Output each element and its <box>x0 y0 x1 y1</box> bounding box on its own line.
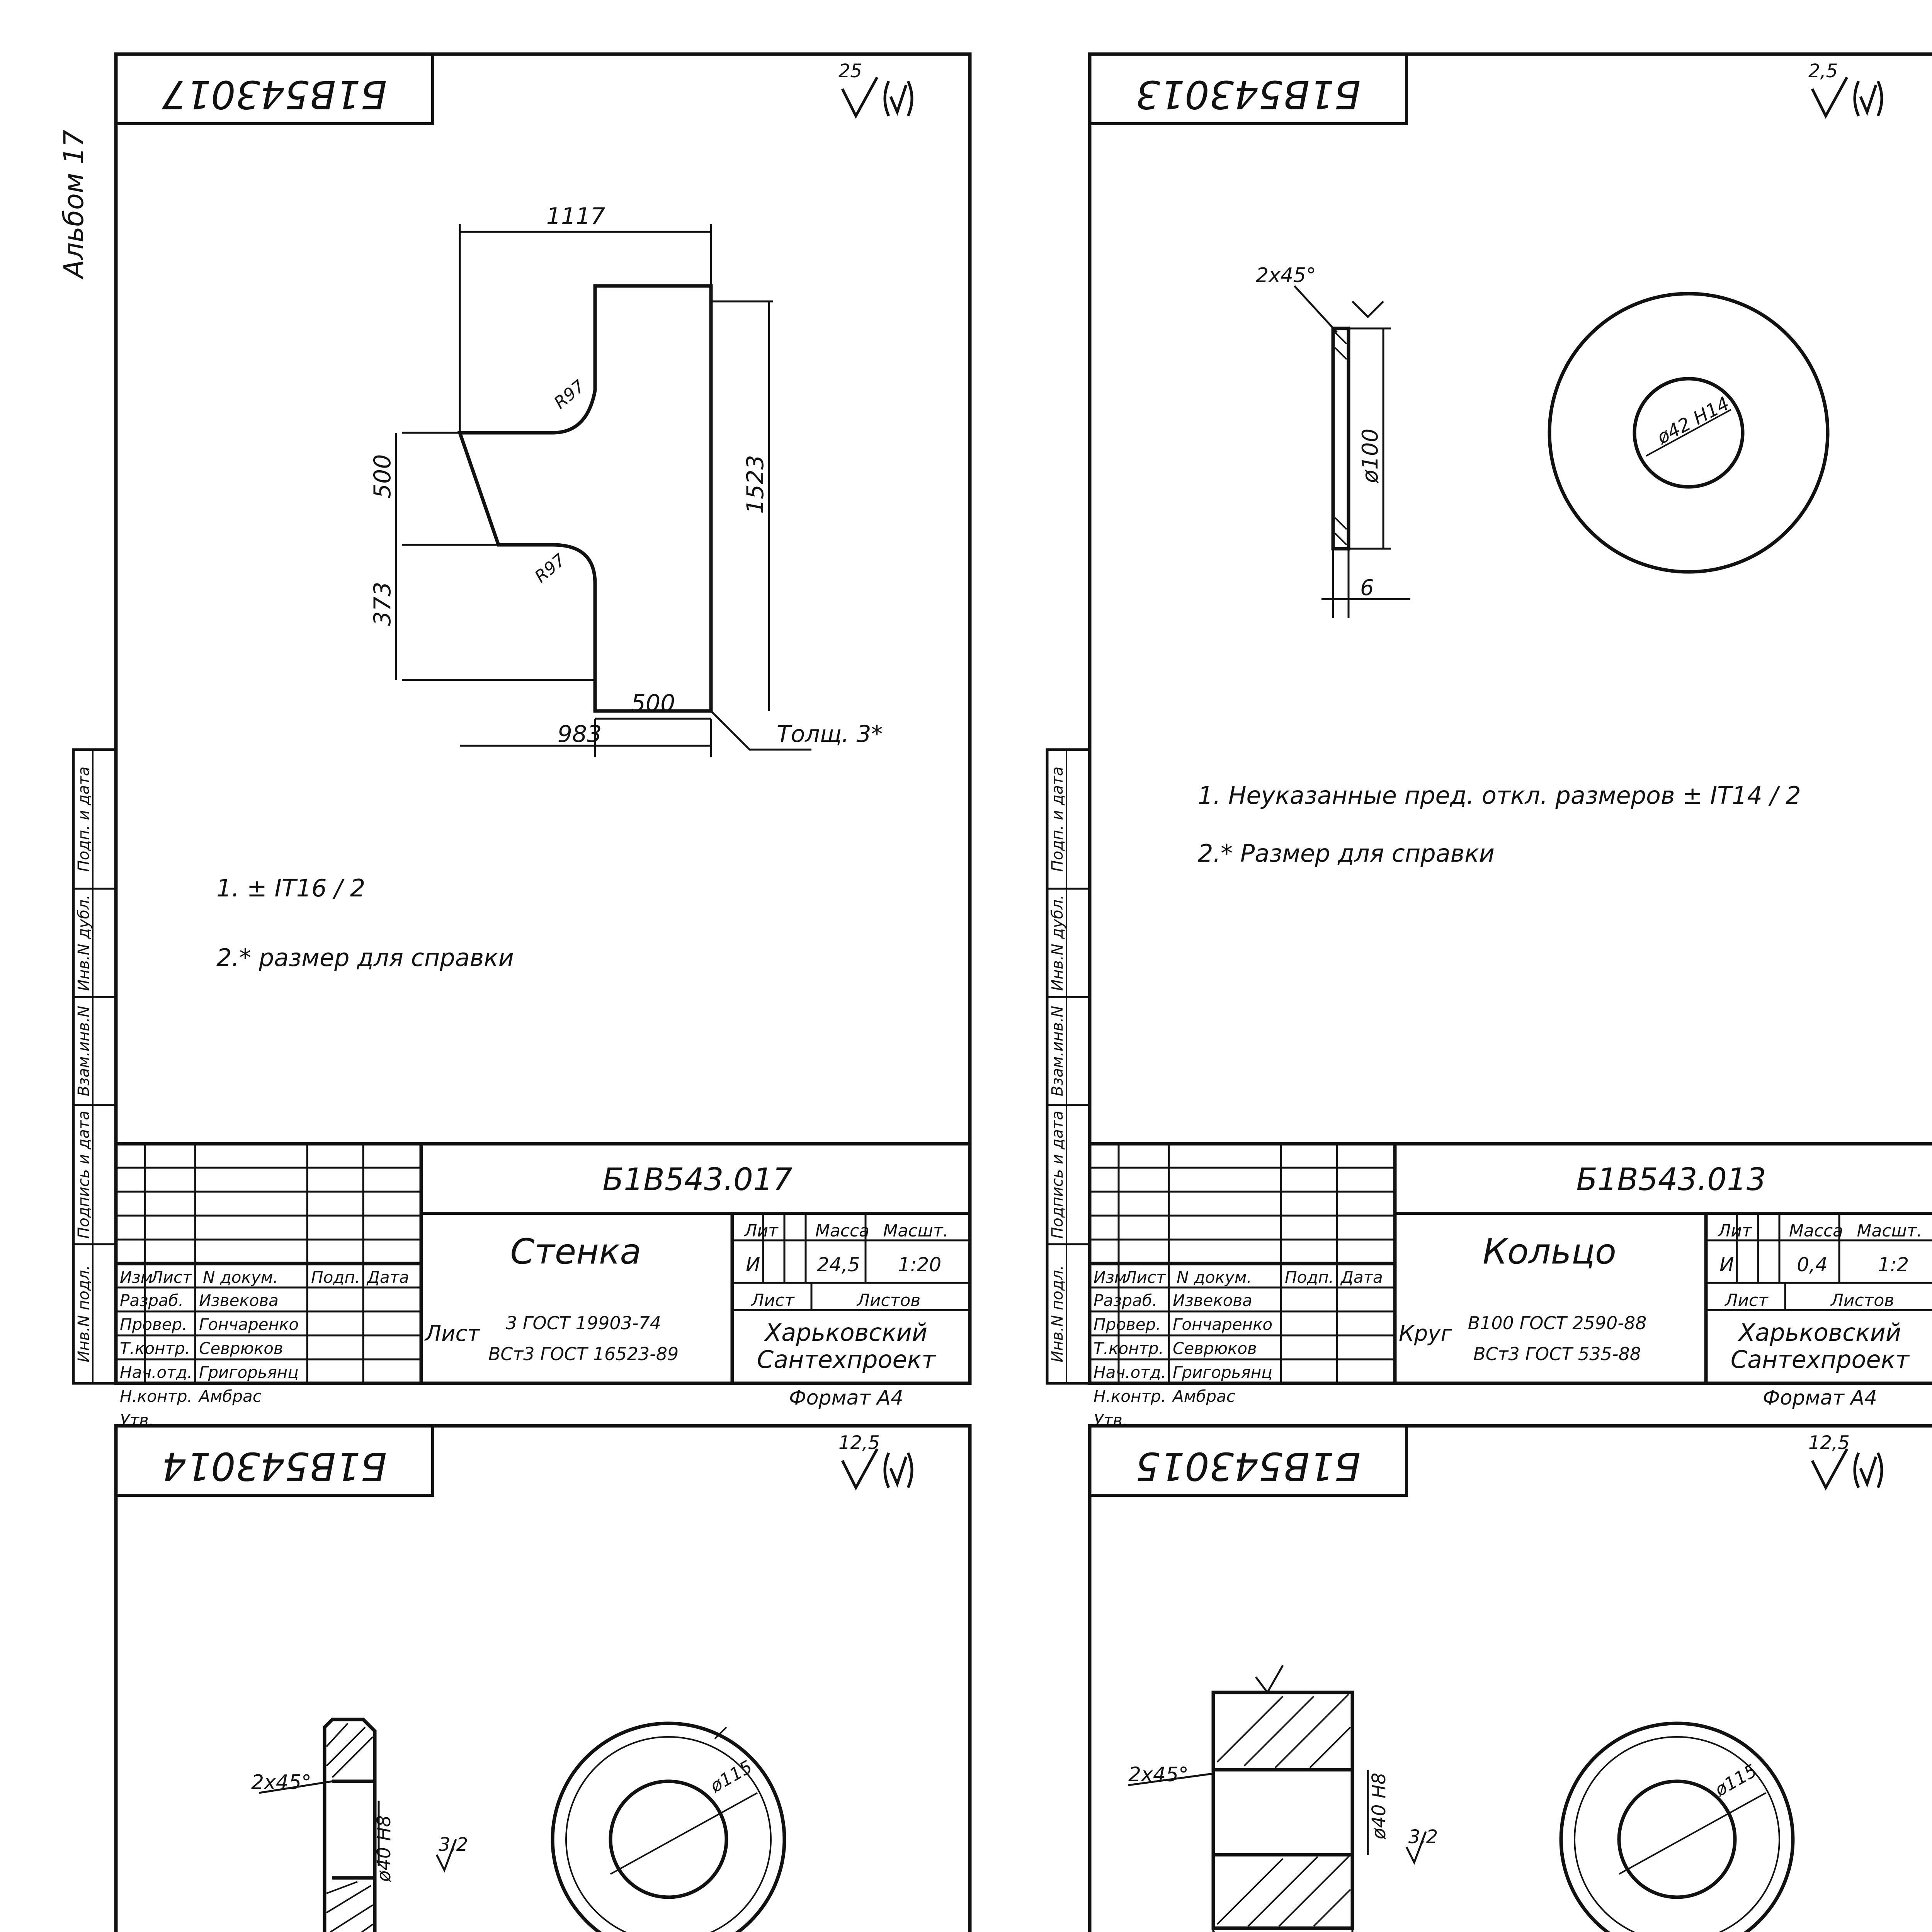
roughness-value: 25 <box>838 60 862 82</box>
title-block-017 <box>73 750 970 1430</box>
dia-leader <box>611 1727 757 1874</box>
side-stamp-label: Взам.инв.N <box>1049 1005 1066 1097</box>
header-lit: Лит <box>744 1221 778 1241</box>
mass-value: 24,5 <box>817 1253 860 1276</box>
material-bottom: ВСт3 ГОСТ 535-88 <box>1473 1344 1641 1364</box>
dim-bottom-small: 500 <box>631 690 675 717</box>
header-list: Лист <box>1725 1291 1768 1310</box>
dim-outer-diameter: ø115 <box>706 1756 756 1797</box>
radius-1: R97 <box>550 376 589 413</box>
lit-value: И <box>1719 1253 1734 1276</box>
header-massa: Масса <box>1789 1221 1844 1241</box>
boss-inner-circle <box>611 1781 726 1897</box>
person-name: Григорьянц <box>199 1363 299 1382</box>
person-name: Севрюков <box>199 1339 283 1358</box>
roughness-value: 12,5 <box>838 1432 880 1454</box>
format-label: Формат А4 <box>789 1386 904 1410</box>
dim-inner-diameter: ø40 H8 <box>373 1815 395 1882</box>
lit-value: И <box>746 1253 760 1276</box>
sheet-014 <box>116 1426 970 1932</box>
dim-thickness: 6 <box>1360 575 1374 600</box>
scale-value: 1:2 <box>1878 1253 1909 1276</box>
part-name: Стенка <box>510 1231 641 1272</box>
dimension-lines <box>255 1781 456 1932</box>
roughness-value: 12,5 <box>1808 1432 1850 1454</box>
person-name: Гончаренко <box>1173 1315 1273 1334</box>
dim-chamfer-1: 2х45° <box>251 1771 312 1794</box>
material-prefix: Круг <box>1399 1321 1452 1346</box>
drawing-code: Б1В543.013 <box>1576 1162 1766 1197</box>
dim-bottom-large: 983 <box>557 721 602 748</box>
header-data: Дата <box>1341 1268 1383 1287</box>
person-name: Амбрас <box>1173 1387 1235 1406</box>
side-stamp-label: Подп. и дата <box>1049 766 1066 872</box>
role-label: Разраб. <box>1094 1291 1158 1310</box>
person-name: Извекова <box>199 1291 279 1310</box>
roughness-symbol <box>842 77 912 116</box>
header-listov: Листов <box>857 1291 921 1310</box>
side-stamp-label: Инв.N подл. <box>1049 1265 1066 1362</box>
hatch <box>1217 1694 1350 1926</box>
side-stamp-label: Инв.N подл. <box>75 1265 93 1362</box>
mirrored-code: Б1В543013 <box>1135 72 1361 117</box>
dim-inner-diameter: ø40 H8 <box>1368 1772 1390 1839</box>
material-prefix: Лист <box>425 1321 480 1346</box>
dim-inner-diameter: ø42 H14 <box>1653 392 1733 449</box>
header-data: Дата <box>367 1268 409 1287</box>
header-listov: Листов <box>1830 1291 1895 1310</box>
part-outline-wall <box>460 286 711 711</box>
dim-outer-diameter: ø100 <box>1358 428 1383 483</box>
boss-inner-circle <box>1619 1781 1735 1897</box>
side-stamp-label: Инв.N дубл. <box>75 895 93 991</box>
dimension-lines <box>1294 286 1410 618</box>
header-list: Лист <box>751 1291 794 1310</box>
mirrored-code: Б1В543017 <box>162 72 387 117</box>
org-name-line1: Харьковский <box>765 1318 928 1347</box>
album-label: Альбом 17 <box>58 129 90 278</box>
hatch <box>1335 332 1347 545</box>
role-label: Нач.отд. <box>120 1363 193 1382</box>
org-name-line2: Сантехпроект <box>1730 1345 1910 1374</box>
header-ndoc: N докум. <box>203 1268 278 1287</box>
sheet-frame <box>116 1426 970 1932</box>
roughness-value: 2,5 <box>1808 60 1838 82</box>
role-label: Т.контр. <box>120 1339 190 1358</box>
dim-chamfer: 2х45° <box>1256 264 1316 287</box>
dim-roughness: 3,2 <box>1408 1826 1438 1848</box>
header-ndoc: N докум. <box>1177 1268 1252 1287</box>
dim-top: 1117 <box>546 203 605 230</box>
roughness-symbol <box>842 1449 912 1488</box>
format-label: Формат А4 <box>1762 1386 1878 1410</box>
mirrored-code: Б1В543015 <box>1135 1444 1361 1489</box>
note-1: 1. ± IT16 / 2 <box>216 874 366 902</box>
role-label: Провер. <box>1094 1315 1161 1334</box>
header-podp: Подп. <box>1285 1268 1334 1287</box>
material-top: В100 ГОСТ 2590-88 <box>1468 1313 1647 1333</box>
dim-right: 1523 <box>742 455 769 514</box>
note-1: 1. Неуказанные пред. откл. размеров ± IT14 / 2 <box>1198 781 1801 810</box>
person-name: Извекова <box>1173 1291 1252 1310</box>
roughness-symbol <box>1812 1449 1882 1488</box>
side-stamp-label: Подпись и дата <box>1049 1111 1066 1239</box>
note-2: 2.* Размер для справки <box>1198 839 1495 867</box>
dim-roughness: 3,2 <box>439 1834 468 1855</box>
org-name-line2: Сантехпроект <box>757 1345 936 1374</box>
scale-value: 1:20 <box>898 1253 942 1276</box>
dim-outer-diameter: ø115 <box>1711 1760 1760 1801</box>
radius-2: R97 <box>531 550 570 587</box>
hatch <box>327 1723 373 1932</box>
sheet-frame <box>1090 54 1932 1383</box>
title-blocks <box>73 750 1932 1932</box>
role-label: Н.контр. <box>120 1387 192 1406</box>
person-name: Гончаренко <box>199 1315 299 1334</box>
material-bottom: ВСт3 ГОСТ 16523-89 <box>488 1344 679 1364</box>
dim-chamfer-1: 2х45° <box>1128 1763 1189 1786</box>
note-2: 2.* размер для справки <box>216 944 514 972</box>
side-stamp-label: Подпись и дата <box>75 1111 93 1239</box>
sheet-015 <box>1090 1426 1932 1932</box>
header-lit: Лит <box>1718 1221 1752 1241</box>
ring-side-view <box>1333 328 1349 549</box>
header-list: Лист <box>151 1268 192 1287</box>
dim-left-upper: 500 <box>369 454 396 498</box>
mass-value: 0,4 <box>1797 1253 1828 1276</box>
role-label: Утв. <box>1094 1411 1128 1430</box>
side-stamp-label: Инв.N дубл. <box>1049 895 1066 991</box>
part-name: Кольцо <box>1483 1231 1616 1272</box>
role-label: Нач.отд. <box>1094 1363 1167 1382</box>
person-name: Севрюков <box>1173 1339 1257 1358</box>
dim-left-lower: 373 <box>369 582 396 626</box>
org-name-line1: Харьковский <box>1738 1318 1901 1347</box>
role-label: Т.контр. <box>1094 1339 1164 1358</box>
header-masht: Масшт. <box>883 1221 949 1241</box>
dia-leader <box>1619 1793 1766 1874</box>
thickness-note: Толщ. 3* <box>777 721 883 748</box>
role-label: Н.контр. <box>1094 1387 1166 1406</box>
sheet-frame <box>116 54 970 1383</box>
sheet-017 <box>116 54 970 1383</box>
side-stamp-label: Подп. и дата <box>75 766 93 872</box>
boss-section <box>325 1719 375 1932</box>
header-izm: Изм <box>1094 1268 1127 1287</box>
mirrored-code: Б1В543014 <box>162 1444 387 1489</box>
role-label: Разраб. <box>120 1291 184 1310</box>
header-izm: Изм <box>120 1268 153 1287</box>
person-name: Амбрас <box>199 1387 262 1406</box>
header-masht: Масшт. <box>1857 1221 1922 1241</box>
header-massa: Масса <box>815 1221 870 1241</box>
role-label: Утв. <box>120 1411 154 1430</box>
roughness-symbol <box>1812 77 1882 116</box>
side-stamp-label: Взам.инв.N <box>75 1005 93 1097</box>
drawing-code: Б1В543.017 <box>602 1162 793 1197</box>
header-list: Лист <box>1124 1268 1166 1287</box>
material-top: 3 ГОСТ 19903-74 <box>505 1313 662 1333</box>
role-label: Провер. <box>120 1315 187 1334</box>
header-podp: Подп. <box>311 1268 361 1287</box>
sheet-013 <box>1090 54 1932 1383</box>
person-name: Григорьянц <box>1173 1363 1272 1382</box>
